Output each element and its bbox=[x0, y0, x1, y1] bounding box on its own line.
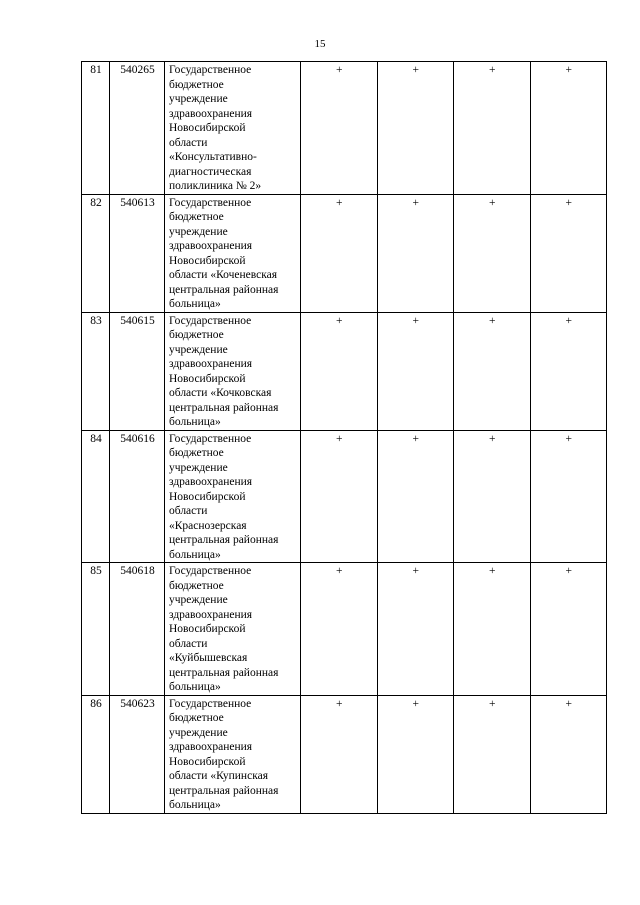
plus-mark: + bbox=[530, 194, 607, 312]
organization-name: Государственное бюджетное учреждение здравоохранения Новосибирской области «Краснозерская центральная районная больница» bbox=[165, 430, 301, 563]
plus-mark: + bbox=[530, 430, 607, 563]
plus-mark: + bbox=[301, 430, 378, 563]
table-row bbox=[82, 62, 607, 195]
plus-mark: + bbox=[454, 430, 531, 563]
plus-mark: + bbox=[530, 62, 607, 195]
plus-mark: + bbox=[377, 695, 454, 813]
plus-mark: + bbox=[454, 312, 531, 430]
table-row bbox=[82, 194, 607, 312]
plus-mark: + bbox=[454, 695, 531, 813]
row-number: 81 bbox=[82, 62, 110, 195]
organization-name: Государственное бюджетное учреждение здравоохранения Новосибирской области «Кочковская центральная районная больница» bbox=[165, 312, 301, 430]
table-row bbox=[82, 430, 607, 563]
plus-mark: + bbox=[301, 194, 378, 312]
organization-code: 540616 bbox=[110, 430, 165, 563]
plus-mark: + bbox=[454, 563, 531, 696]
plus-mark: + bbox=[530, 695, 607, 813]
plus-mark: + bbox=[301, 312, 378, 430]
plus-mark: + bbox=[530, 312, 607, 430]
plus-mark: + bbox=[377, 194, 454, 312]
row-number: 86 bbox=[82, 695, 110, 813]
organization-code: 540623 bbox=[110, 695, 165, 813]
row-number: 83 bbox=[82, 312, 110, 430]
table-row bbox=[82, 312, 607, 430]
organization-name: Государственное бюджетное учреждение здравоохранения Новосибирской области «Консультативно- диагностическая поликлиника № 2» bbox=[165, 62, 301, 195]
plus-mark: + bbox=[530, 563, 607, 696]
organizations-table bbox=[81, 61, 607, 814]
plus-mark: + bbox=[377, 62, 454, 195]
plus-mark: + bbox=[301, 62, 378, 195]
plus-mark: + bbox=[454, 62, 531, 195]
page-number: 15 bbox=[314, 38, 326, 50]
table-row bbox=[82, 695, 607, 813]
plus-mark: + bbox=[454, 194, 531, 312]
organization-name: Государственное бюджетное учреждение здравоохранения Новосибирской области «Куйбышевская центральная районная больница» bbox=[165, 563, 301, 696]
organization-code: 540613 bbox=[110, 194, 165, 312]
organization-name: Государственное бюджетное учреждение здравоохранения Новосибирской области «Купинская центральная районная больница» bbox=[165, 695, 301, 813]
organization-code: 540618 bbox=[110, 563, 165, 696]
plus-mark: + bbox=[301, 695, 378, 813]
plus-mark: + bbox=[377, 563, 454, 696]
organization-code: 540615 bbox=[110, 312, 165, 430]
table-row bbox=[82, 563, 607, 696]
row-number: 85 bbox=[82, 563, 110, 696]
plus-mark: + bbox=[377, 312, 454, 430]
row-number: 84 bbox=[82, 430, 110, 563]
row-number: 82 bbox=[82, 194, 110, 312]
plus-mark: + bbox=[377, 430, 454, 563]
organization-name: Государственное бюджетное учреждение здравоохранения Новосибирской области «Коченевская центральная районная больница» bbox=[165, 194, 301, 312]
organization-code: 540265 bbox=[110, 62, 165, 195]
plus-mark: + bbox=[301, 563, 378, 696]
